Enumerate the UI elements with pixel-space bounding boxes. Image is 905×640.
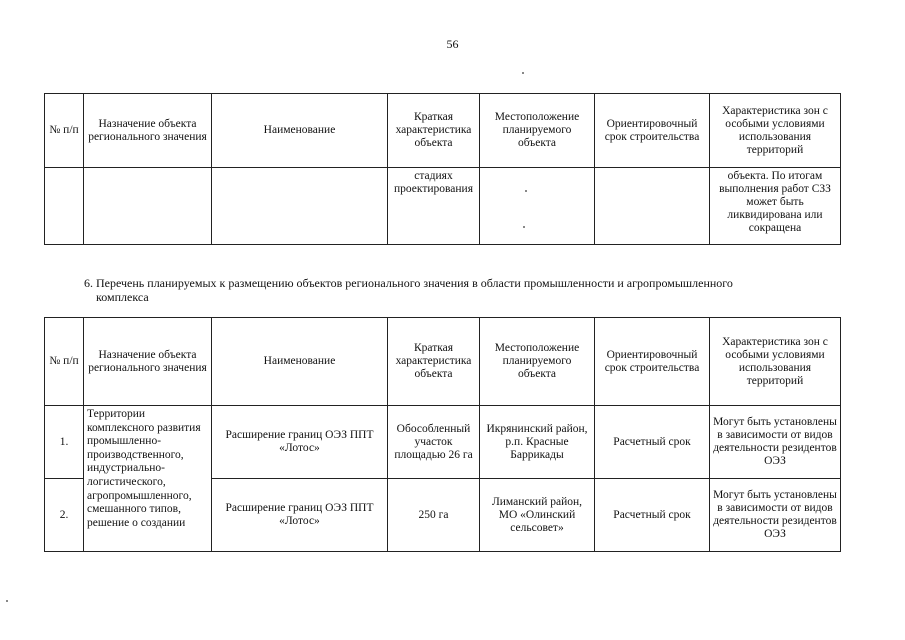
- cell-purpose: Территории комплексного развития промышленно-производственного, индустриально-логистического, агропромышленного, смешанного типов, решение о создании: [84, 406, 212, 552]
- continuation-table: [44, 93, 841, 245]
- table-header-row: [45, 94, 841, 168]
- cell-num: 2.: [45, 479, 84, 552]
- col-header-name: Наименование: [212, 318, 388, 406]
- cell-term: Расчетный срок: [595, 479, 710, 552]
- table-row: [45, 406, 841, 479]
- section-heading-line1: 6. Перечень планируемых к размещению объектов регионального значения в области промышленности и агропромышленного: [84, 276, 733, 290]
- col-header-characteristic: Краткая характеристика объекта: [388, 94, 480, 168]
- cell-zones: Могут быть установлены в зависимости от видов деятельности резидентов ОЭЗ: [710, 479, 841, 552]
- industry-objects-table: [44, 317, 841, 552]
- page-number: 56: [446, 37, 459, 51]
- scan-artifact: [6, 600, 8, 602]
- col-header-name: Наименование: [212, 94, 388, 168]
- col-header-location: Местоположение планируемого объекта: [480, 318, 595, 406]
- cell-name: Расширение границ ОЭЗ ППТ «Лотос»: [212, 406, 388, 479]
- table-header-row: [45, 318, 841, 406]
- col-header-purpose: Назначение объекта регионального значения: [84, 318, 212, 406]
- scan-artifact: [523, 226, 525, 228]
- table-row: [45, 168, 841, 245]
- cell-location: Лиманский район, МО «Олинский сельсовет»: [480, 479, 595, 552]
- col-header-num: № п/п: [45, 318, 84, 406]
- col-header-zones: Характеристика зон с особыми условиями использования территорий: [710, 318, 841, 406]
- cell-purpose: [84, 168, 212, 245]
- cell-name: [212, 168, 388, 245]
- col-header-purpose: Назначение объекта регионального значения: [84, 94, 212, 168]
- cell-name: Расширение границ ОЭЗ ППТ «Лотос»: [212, 479, 388, 552]
- col-header-num: № п/п: [45, 94, 84, 168]
- col-header-zones: Характеристика зон с особыми условиями использования территорий: [710, 94, 841, 168]
- cell-num: 1.: [45, 406, 84, 479]
- cell-zones: Могут быть установлены в зависимости от видов деятельности резидентов ОЭЗ: [710, 406, 841, 479]
- section-heading-line2: комплекса: [96, 290, 149, 304]
- cell-characteristic: стадиях проектирования: [388, 168, 480, 245]
- col-header-term: Ориентировочный срок строительства: [595, 318, 710, 406]
- col-header-term: Ориентировочный срок строительства: [595, 94, 710, 168]
- cell-characteristic: Обособленный участок площадью 26 га: [388, 406, 480, 479]
- scan-artifact: [522, 72, 524, 74]
- col-header-characteristic: Краткая характеристика объекта: [388, 318, 480, 406]
- cell-num: [45, 168, 84, 245]
- col-header-location: Местоположение планируемого объекта: [480, 94, 595, 168]
- section-heading: [84, 276, 824, 304]
- cell-zones: объекта. По итогам выполнения работ СЗЗ может быть ликвидирована или сокращена: [710, 168, 841, 245]
- cell-term: [595, 168, 710, 245]
- scan-artifact: [525, 190, 527, 192]
- cell-location: Икрянинский район, р.п. Красные Баррикады: [480, 406, 595, 479]
- cell-location: [480, 168, 595, 245]
- cell-term: Расчетный срок: [595, 406, 710, 479]
- cell-characteristic: 250 га: [388, 479, 480, 552]
